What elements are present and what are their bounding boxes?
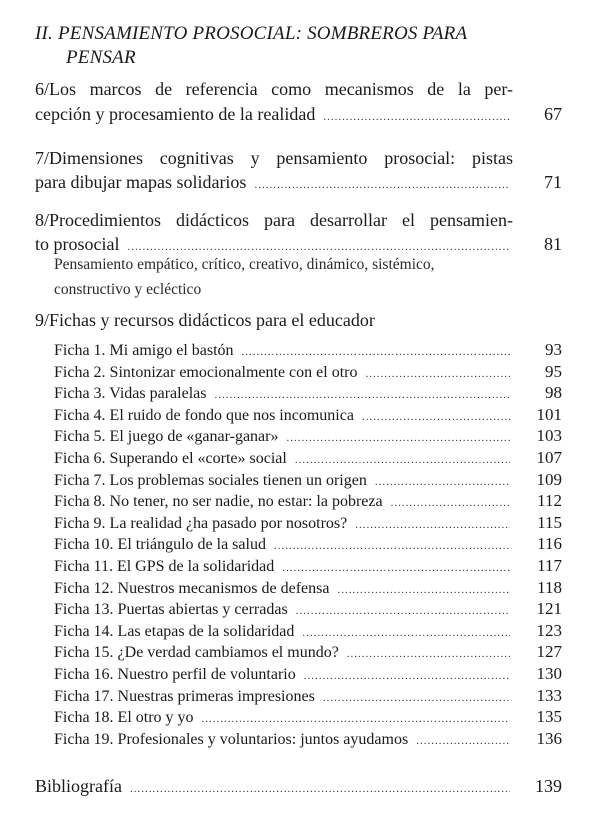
chapter-8-subtitle: Pensamiento empático, crítico, creativo, dinámico, sistémico, constructivo y ecléctico [54,256,435,298]
toc-entry-ficha[interactable] [54,405,562,425]
toc-entry-ficha[interactable] [54,642,562,662]
page-number: 95 [545,361,562,381]
dot-leader [323,111,510,123]
page-number: 133 [536,685,562,705]
ficha-title: Ficha 11. El GPS de la solidaridad [54,558,275,575]
ficha-title: Ficha 2. Sintonizar emocionalmente con el otro [54,363,358,381]
page-number: 67 [544,104,562,124]
ficha-title: Ficha 19. Profesionales y voluntarios: juntos ayudamos [54,730,409,748]
dot-leader [214,389,510,401]
page-number: 121 [536,599,562,619]
ficha-title: Ficha 7. Los problemas sociales tienen un origen [54,471,367,489]
ficha-title: Ficha 16. Nuestro perfil de voluntario [54,666,296,683]
ficha-title: Ficha 9. La realidad ¿ha pasado por nosotros? [54,514,348,532]
page-number: 93 [545,340,562,359]
page-number: 130 [536,664,562,683]
ficha-title: Ficha 8. No tener, no ser nadie, no estar: la pobreza [54,493,383,511]
dot-leader [365,368,510,380]
chapter-8-title-line: 8/Procedimientos didácticos para desarrollar el pensamien- [35,210,513,230]
dot-leader [304,670,510,682]
ficha-title: Ficha 6. Superando el «corte» social [54,450,287,467]
dot-leader [295,454,510,466]
toc-entry-ficha[interactable] [54,340,562,360]
page-number: 71 [544,172,562,192]
ficha-title: Ficha 18. El otro y yo [54,709,194,727]
page-number: 127 [536,642,562,662]
ficha-title: Ficha 4. El ruido de fondo que nos incomunica [54,406,354,424]
page-number: 81 [544,234,562,254]
toc-entry-ficha[interactable] [54,556,562,576]
dot-leader [375,476,510,488]
dot-leader [355,519,510,531]
toc-entry-chapter-9[interactable] [35,310,562,331]
ficha-title: Ficha 1. Mi amigo el bastón [54,342,234,359]
ficha-title: Ficha 14. Las etapas de la solidaridad [54,622,295,640]
toc-entry-ficha[interactable] [54,578,562,598]
page-number: 112 [537,491,562,511]
chapter-title: to prosocial [35,234,120,254]
toc-entry-ficha[interactable] [54,707,562,727]
chapter-6-title-line: 6/Los marcos de referencia como mecanismos de la per- [35,79,513,99]
ficha-title: Ficha 17. Nuestras primeras impresiones [54,687,315,705]
ficha-title: Ficha 13. Puertas abiertas y cerradas [54,601,288,619]
ficha-title: Ficha 10. El triángulo de la salud [54,536,266,554]
page-number: 117 [537,556,562,575]
dot-leader [323,692,510,704]
page-number: 115 [537,512,562,532]
dot-leader [282,562,510,574]
dot-leader [416,735,510,747]
toc-entry-ficha[interactable] [54,729,562,749]
toc-entry-ficha[interactable] [54,470,562,490]
ficha-title: Ficha 3. Vidas paralelas [54,385,207,403]
dot-leader [274,540,510,552]
toc-entry-ficha[interactable] [54,491,562,511]
toc-entry-ficha[interactable] [54,383,562,403]
part-heading-line: PENSAR [66,47,136,68]
page-number: 136 [536,728,562,748]
page-number: 118 [537,577,562,597]
dot-leader [242,346,510,358]
ficha-title: Ficha 15. ¿De verdad cambiamos el mundo? [54,644,339,662]
dot-leader [337,584,510,596]
toc-entry-ficha[interactable] [54,686,562,706]
dot-leader [391,497,510,509]
toc-entry-ficha[interactable] [54,426,562,446]
toc-entry-bibliography[interactable] [35,776,562,797]
chapter-title: cepción y procesamiento de la realidad [35,104,316,124]
toc-entry-ficha[interactable] [54,513,562,533]
dot-leader [254,179,510,191]
toc-entry-ficha[interactable] [54,534,562,554]
dot-leader [296,605,510,617]
page-number: 98 [545,383,562,403]
chapter-title: 9/Fichas y recursos didácticos para el educador [35,310,375,330]
chapter-title: para dibujar mapas solidarios [35,172,247,192]
toc-entry-ficha[interactable] [54,362,562,382]
toc-entry-ficha[interactable] [54,664,562,684]
page-number: 123 [536,620,562,640]
dot-leader [202,713,510,725]
dot-leader [362,411,510,423]
toc-entry-chapter-7[interactable] [35,172,562,193]
page-number: 107 [536,448,562,467]
chapter-7-title-line: 7/Dimensiones cognitivas y pensamiento prosocial: pistas [35,148,513,168]
page-number: 103 [536,426,562,446]
toc-entry-ficha[interactable] [54,599,562,619]
part-heading [35,22,515,70]
page-number: 135 [536,707,562,727]
ficha-title: Ficha 12. Nuestros mecanismos de defensa [54,579,330,597]
part-heading-line: II. PENSAMIENTO PROSOCIAL: SOMBREROS PARA [35,23,468,44]
bibliography-title: Bibliografía [35,776,122,796]
toc-entry-chapter-6[interactable] [35,104,562,125]
dot-leader [347,648,510,660]
toc-entry-ficha[interactable] [54,621,562,641]
dot-leader [302,627,510,639]
page-number: 101 [536,404,562,424]
page-number: 139 [535,776,562,796]
dot-leader [286,432,510,444]
page-number: 116 [537,534,562,554]
toc-entry-ficha[interactable] [54,448,562,468]
dot-leader [130,783,510,795]
page-number: 109 [536,469,562,489]
ficha-title: Ficha 5. El juego de «ganar-ganar» [54,428,279,446]
